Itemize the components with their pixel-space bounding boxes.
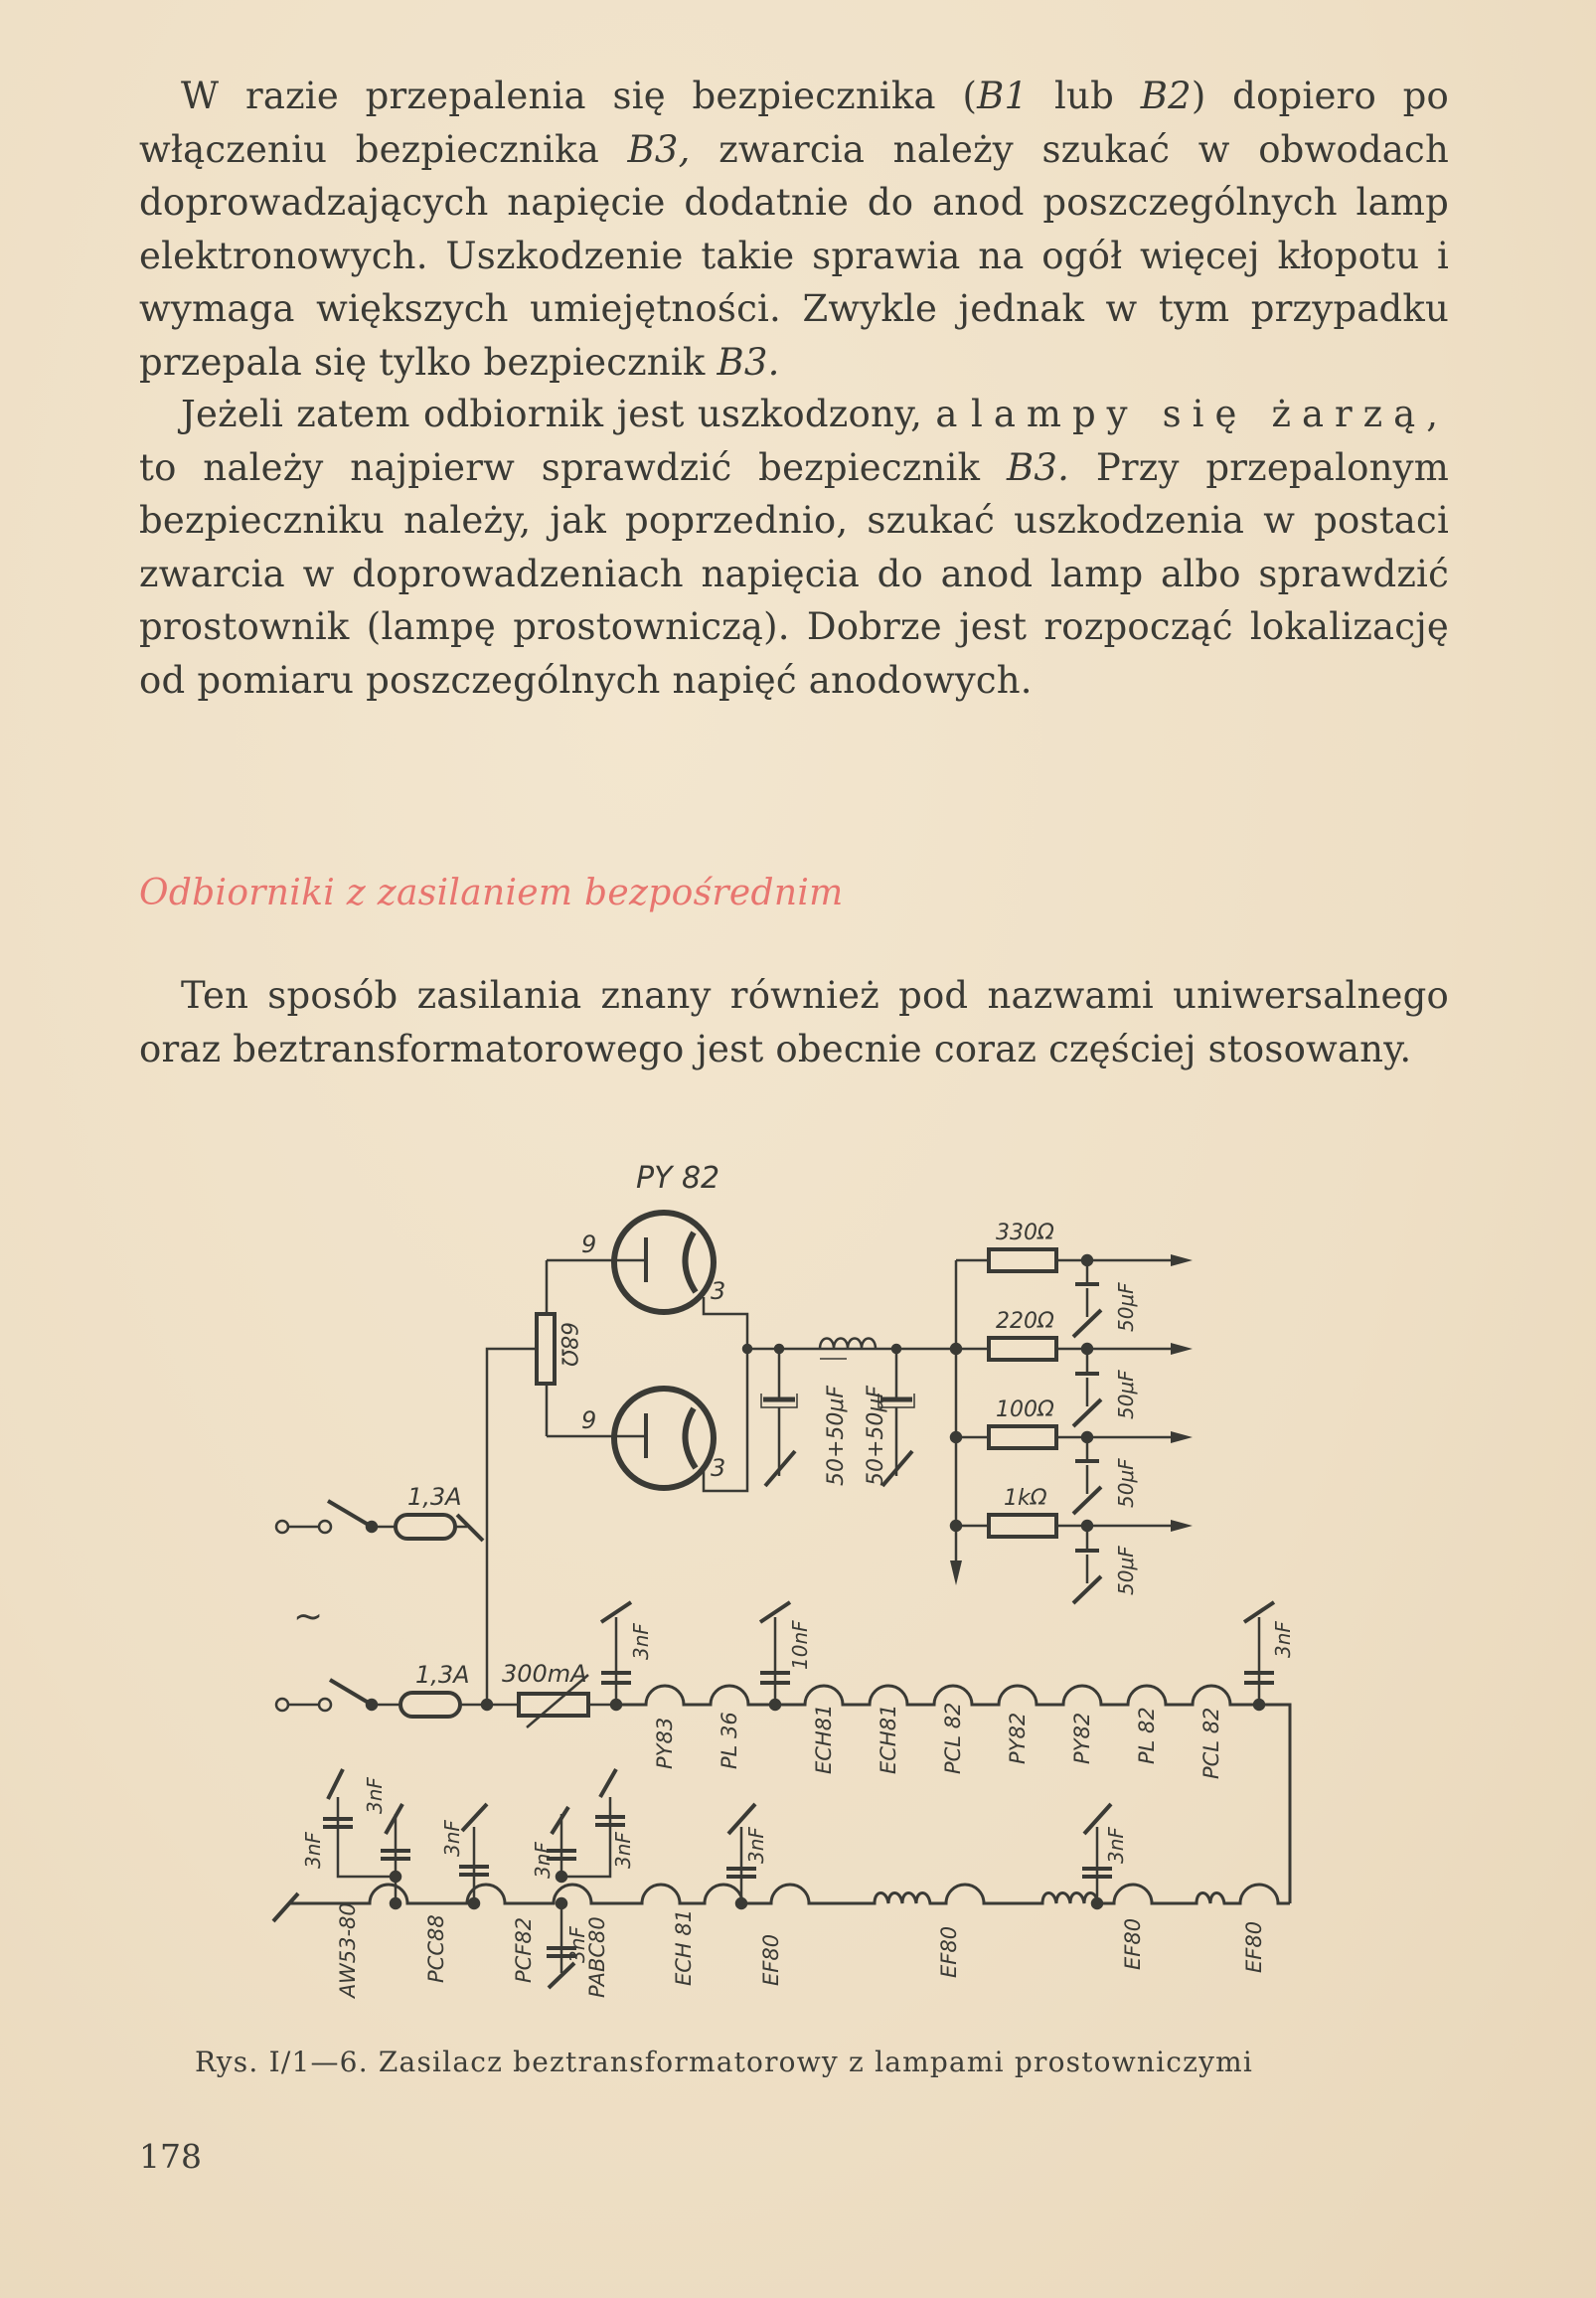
tube-label: ECH 81 <box>672 1908 696 1986</box>
divider-branch <box>956 1338 1193 1426</box>
filter-capacitor-1 <box>761 1349 797 1486</box>
divider-branch <box>951 1515 1193 1603</box>
chassis-ground-icon <box>273 1893 298 1921</box>
resistor-68-ohm <box>537 1314 555 1384</box>
pin-label: 3 <box>711 1277 726 1305</box>
tube-label: EF80 <box>937 1925 961 1978</box>
cap-label: 50μF <box>1114 1370 1138 1419</box>
fuse-ref-b3: B3. <box>1006 445 1070 489</box>
ac-mains-symbol: ~ <box>293 1596 324 1637</box>
rectifier-tube-label: PY 82 <box>636 1161 720 1196</box>
text-run: Przy przepalonym bezpieczniku należy, jak poprzednio, szukać uszkodzenia w postaci zwarcia w doprowadzeniach napięcia do anod lamp albo sprawdzić prostownik (lampę prostowniczą). Dobrze jest rozpocząć lokalizację od pomiaru poszczególnych napięć anodowych. <box>139 445 1449 702</box>
pin-label: 9 <box>581 1406 597 1434</box>
figure-caption: Rys. I/1—6. Zasilacz beztransformatorowy z lampami prostowniczymi <box>195 2046 1254 2078</box>
cap-label: 3nF <box>363 1777 387 1814</box>
filter-choke-icon <box>820 1339 876 1350</box>
spaced-emphasis: lampy się żarzą, <box>970 393 1449 435</box>
cap-label: 3nF <box>565 1926 589 1963</box>
text-run: zwarcia należy szukać w obwodach doprowadzających napięcie dodatnie do anod poszczególnych lamp elektronowych. Uszkodzenie takie sprawia na ogół więcej kłopotu i wymaga większych umiejętności. Zwykle jednak w tym przypadku przepala się tylko bezpiecznik <box>139 127 1449 384</box>
resistor-label: 330Ω <box>996 1221 1054 1245</box>
tube-label: PCL 82 <box>941 1702 965 1774</box>
fuse-label: 1,3A <box>415 1661 470 1689</box>
tube-label: PCC88 <box>424 1914 448 1983</box>
text-run: Jeżeli zatem odbiornik jest uszkodzony, a <box>181 393 971 435</box>
cap-label: 3nF <box>744 1827 768 1864</box>
divider-branch <box>951 1426 1193 1514</box>
tube-label: EF80 <box>1121 1917 1145 1970</box>
fuse-ref-b2: B2 <box>1140 75 1192 117</box>
cap-label: 50μF <box>1114 1546 1138 1595</box>
fuse-ref-b3: B3, <box>627 127 691 171</box>
filter-cap-label: 50+50μF <box>824 1385 849 1486</box>
text-run: to należy najpierw sprawdzić bezpiecznik <box>139 445 1007 489</box>
tube-label: PL 36 <box>718 1712 741 1769</box>
cap-label: 3nF <box>1271 1621 1295 1658</box>
bypass-capacitor <box>760 1602 790 1710</box>
tube-label: PCF82 <box>512 1916 536 1983</box>
cap-label: 10nF <box>788 1620 812 1670</box>
resistor-label: 1kΩ <box>1004 1486 1047 1511</box>
cap-label: 3nF <box>531 1842 555 1879</box>
cap-label: 3nF <box>440 1820 464 1857</box>
resistor-label: 100Ω <box>996 1397 1054 1422</box>
page-number: 178 <box>139 2137 202 2176</box>
arrow-down-icon <box>950 1560 962 1585</box>
divider-branch <box>956 1249 1193 1337</box>
resistor-label: 220Ω <box>996 1309 1054 1334</box>
cap-label: 50μF <box>1114 1282 1138 1332</box>
section-heading: Odbiorniki z zasilaniem bezpośrednim <box>139 873 844 913</box>
tube-label: PL 82 <box>1135 1707 1159 1764</box>
fuse-ref-b1: B1 <box>977 75 1029 117</box>
tube-label: PCL 82 <box>1199 1707 1223 1779</box>
tube-label: AW53-80 <box>336 1902 360 1998</box>
cap-label: 50μF <box>1114 1458 1138 1508</box>
text-run: Ten sposób zasilania znany również pod nazwami uniwersalnego oraz beztransformatorowego jest obecnie coraz częściej stosowany. <box>139 974 1449 1070</box>
bottom-heater-chain <box>290 1885 1290 1903</box>
cap-label: 3nF <box>301 1832 325 1869</box>
resistor-68-label: 68Ω <box>556 1322 580 1367</box>
fuse-ref-b3: B3. <box>717 340 780 384</box>
cap-label: 3nF <box>629 1623 653 1660</box>
tube-label: PABC80 <box>585 1916 609 1998</box>
bypass-capacitor <box>1244 1602 1274 1710</box>
thermistor-label: 300mA <box>502 1660 587 1688</box>
tube-label: PY82 <box>1006 1712 1030 1764</box>
filter-cap-label: 50+50μF <box>864 1385 888 1486</box>
fuse-icon <box>396 1515 455 1539</box>
bypass-capacitor <box>601 1602 631 1710</box>
pin-label: 9 <box>581 1231 597 1258</box>
tube-label: ECH81 <box>812 1704 836 1774</box>
tube-label: PY83 <box>653 1717 677 1769</box>
tube-label: ECH81 <box>877 1704 900 1774</box>
fuse-label: 1,3A <box>407 1483 462 1511</box>
text-run: ) dopiero po włączeniu bezpiecznika <box>139 75 1449 171</box>
cap-label: 3nF <box>1104 1827 1128 1864</box>
fuse-icon <box>400 1693 460 1717</box>
pin-label: 3 <box>711 1454 726 1482</box>
cap-label: 3nF <box>611 1832 635 1869</box>
tube-label: EF80 <box>759 1933 783 1986</box>
text-run: W razie przepalenia się bezpiecznika ( <box>181 75 978 117</box>
tube-label: PY82 <box>1070 1712 1094 1764</box>
text-run: lub <box>1028 75 1141 117</box>
tube-label: EF80 <box>1242 1920 1266 1973</box>
